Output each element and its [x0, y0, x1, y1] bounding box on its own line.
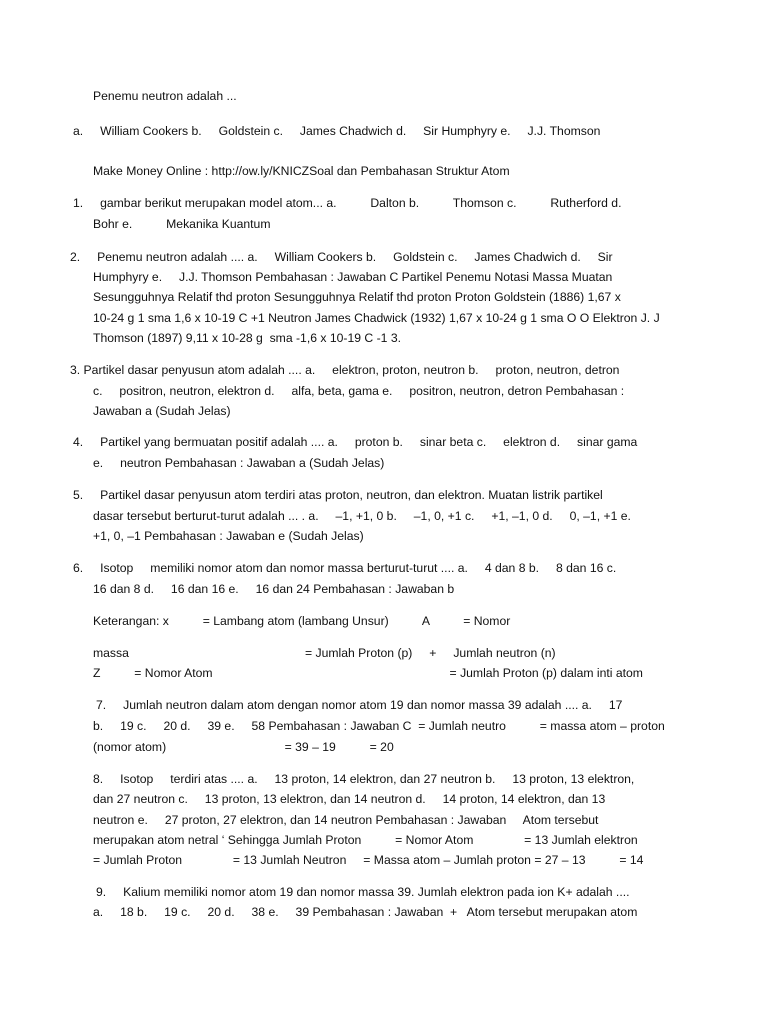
question-2-line-1: 2. Penemu neutron adalah .... a. William Cookers b. Goldstein c. James Chadwich d. Sir [70, 250, 613, 264]
question-2-line-2: Humphyry e. J.J. Thomson Pembahasan : Jawaban C Partikel Penemu Notasi Massa Muatan [93, 270, 613, 284]
question-4-line-2: e. neutron Pembahasan : Jawaban a (Sudah Jelas) [93, 456, 385, 470]
question-8-line-5: = Jumlah Proton = 13 Jumlah Neutron = Massa atom – Jumlah proton = 27 – 13 = 14 [93, 853, 644, 867]
question-8-line-1: 8. Isotop terdiri atas .... a. 13 proton, 14 elektron, dan 27 neutron b. 13 proton, 13 elektron, [93, 772, 635, 786]
question-3-line-2: c. positron, neutron, elektron d. alfa, beta, gama e. positron, neutron, detron Pembahasan : [93, 384, 625, 398]
question-9-line-1: 9. Kalium memiliki nomor atom 19 dan nomor massa 39. Jumlah elektron pada ion K+ adalah .... [96, 885, 630, 899]
question-8-line-4: merupakan atom netral ‘ Sehingga Jumlah Proton = Nomor Atom = 13 Jumlah elektron [93, 833, 638, 847]
legend-line-2: massa = Jumlah Proton (p) + Jumlah neutron (n) [93, 646, 556, 660]
question-2-line-4: 10-24 g 1 sma 1,6 x 10-19 C +1 Neutron James Chadwick (1932) 1,67 x 10-24 g 1 sma O O Elektron J. J [93, 311, 660, 325]
article-title: Make Money Online : http://ow.ly/KNICZSoal dan Pembahasan Struktur Atom [93, 164, 510, 178]
question-3-line-3: Jawaban a (Sudah Jelas) [93, 404, 231, 418]
question-7-line-3: (nomor atom) = 39 – 19 = 20 [93, 740, 394, 754]
question-1-line-2: Bohr e. Mekanika Kuantum [93, 217, 271, 231]
question-4-line-1: 4. Partikel yang bermuatan positif adalah .... a. proton b. sinar beta c. elektron d. sinar gama [73, 435, 638, 449]
question-5-line-2: dasar tersebut berturut-turut adalah ... . a. –1, +1, 0 b. –1, 0, +1 c. +1, –1, 0 d. 0, –1, +1 e. [93, 509, 631, 523]
intro-question: Penemu neutron adalah ... [93, 89, 237, 103]
question-5-line-1: 5. Partikel dasar penyusun atom terdiri atas proton, neutron, dan elektron. Muatan listrik partikel [73, 488, 603, 502]
intro-options: a. William Cookers b. Goldstein c. James Chadwich d. Sir Humphyry e. J.J. Thomson [73, 124, 601, 138]
question-9-line-2: a. 18 b. 19 c. 20 d. 38 e. 39 Pembahasan : Jawaban + Atom tersebut merupakan atom [93, 905, 638, 919]
legend-line-1: Keterangan: x = Lambang atom (lambang Unsur) A = Nomor [93, 614, 511, 628]
question-1-line-1: 1. gambar berikut merupakan model atom... a. Dalton b. Thomson c. Rutherford d. [73, 196, 622, 210]
question-8-line-3: neutron e. 27 proton, 27 elektron, dan 14 neutron Pembahasan : Jawaban Atom tersebut [93, 813, 599, 827]
question-6-line-2: 16 dan 8 d. 16 dan 16 e. 16 dan 24 Pembahasan : Jawaban b [93, 582, 455, 596]
question-5-line-3: +1, 0, –1 Pembahasan : Jawaban e (Sudah Jelas) [93, 529, 364, 543]
question-3-line-1: 3. Partikel dasar penyusun atom adalah .... a. elektron, proton, neutron b. proton, neutron, detron [70, 363, 620, 377]
question-2-line-5: Thomson (1897) 9,11 x 10-28 g sma -1,6 x 10-19 C -1 3. [93, 331, 402, 345]
question-6-line-1: 6. Isotop memiliki nomor atom dan nomor massa berturut-turut .... a. 4 dan 8 b. 8 dan 16 c. [73, 561, 617, 575]
question-2-line-3: Sesungguhnya Relatif thd proton Sesungguhnya Relatif thd proton Proton Goldstein (1886) 1,67 x [93, 290, 621, 304]
question-7-line-2: b. 19 c. 20 d. 39 e. 58 Pembahasan : Jawaban C = Jumlah neutro = massa atom – proton [93, 719, 665, 733]
legend-line-3: Z = Nomor Atom = Jumlah Proton (p) dalam inti atom [93, 666, 643, 680]
question-8-line-2: dan 27 neutron c. 13 proton, 13 elektron, dan 14 neutron d. 14 proton, 14 elektron, dan 13 [93, 792, 606, 806]
question-7-line-1: 7. Jumlah neutron dalam atom dengan nomor atom 19 dan nomor massa 39 adalah .... a. 17 [96, 698, 623, 712]
